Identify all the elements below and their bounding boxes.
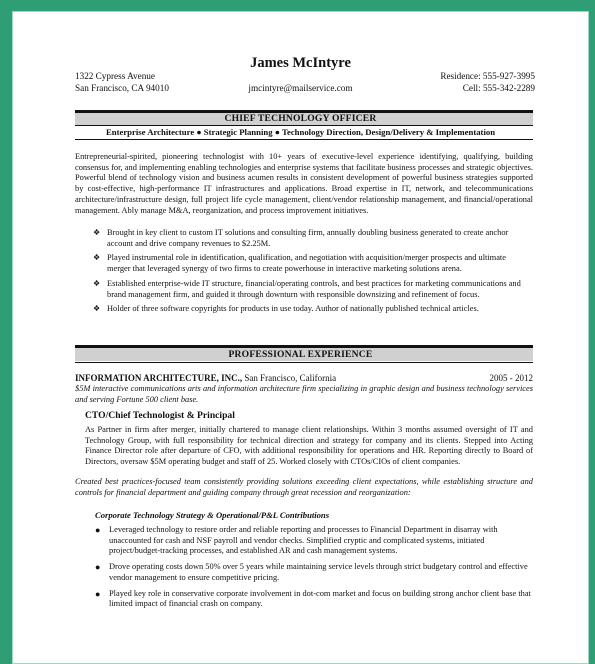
specialties-line: Enterprise Architecture ● Strategic Planning ● Technology Direction, Design/Delivery & Implementation: [105, 127, 496, 137]
summary-highlights: [93, 228, 531, 315]
contributions-subheading: Corporate Technology Strategy & Operational/P&L Contributions: [95, 510, 330, 520]
candidate-name: James McIntyre: [250, 55, 351, 71]
title-rule-bottom: [75, 125, 533, 126]
job-title: CHIEF TECHNOLOGY OFFICER: [224, 113, 377, 124]
phone-residence: Residence: 555-927-3995: [440, 71, 535, 81]
round-bullet-icon: ●: [95, 525, 101, 535]
diamond-bullet-icon: ❖: [93, 278, 101, 288]
highlight-item: ❖ Holder of three software copyrights for products in use today. Author of nationally published technical articles.: [93, 304, 479, 314]
contributions-list: [95, 525, 531, 610]
diamond-bullet-icon: ❖: [93, 228, 101, 237]
contribution-item: ● Played key role in conservative corporate involvement in dot-com market and focus on building strong anchor client base that limited impact of financial crash on company.: [95, 588, 531, 609]
role-title: CTO/Chief Technologist & Principal: [85, 410, 235, 421]
company-name: INFORMATION ARCHITECTURE, INC.,: [75, 373, 243, 383]
diamond-bullet-icon: ❖: [93, 304, 101, 314]
address-line-2: San Francisco, CA 94010: [75, 83, 169, 93]
experience-rule-bottom: [75, 362, 533, 363]
highlight-item: ❖ Played instrumental role in identification, qualification, and negotiation with acquisition/merger prospects and ultimate merger that leveraged synergy of two firms to create powerhouse in interactive marketing solutions arena.: [93, 253, 506, 274]
role-highlight: Created best practices-focused team consistently providing solutions exceeding client expectations, while establishing structure and controls for financial department and guiding company through great recession and reorganization:: [75, 477, 533, 497]
diamond-bullet-icon: ❖: [93, 253, 101, 263]
contribution-item: ● Drove operating costs down 50% over 5 years while maintaining service levels through strict budgetary control and effective vendor management to ensure competitive pricing.: [95, 562, 528, 582]
company-location: San Francisco, California: [242, 373, 337, 383]
round-bullet-icon: ●: [95, 562, 101, 573]
address-line-1: 1322 Cypress Avenue: [75, 71, 155, 81]
email-address[interactable]: jmcintyre@mailservice.com: [248, 83, 353, 93]
resume-page: [12, 11, 589, 664]
employment-years: 2005 - 2012: [489, 373, 533, 383]
highlight-item: ❖ Established enterprise-wide IT structure, financial/operating controls, and best practices for marketing communications and brand management firm, and guided it through downturn with responsible downsizing and refinement of focus.: [93, 278, 521, 299]
highlight-item: ❖ Brought in key client to custom IT solutions and consulting firm, annually doubling business generated to create anchor account and drive company revenues to $2.25M.: [93, 228, 509, 248]
company-line: [75, 373, 533, 383]
experience-heading: PROFESSIONAL EXPERIENCE: [228, 349, 373, 360]
contribution-item: ● Leveraged technology to restore order and reliable reporting and processes to Financial Department in disarray with unaccounted for cash and NSF payroll and vendor checks. Simplified cryptic and complicated systems, initiated project/budget-tracking processes, and established AR and cash management systems.: [95, 525, 498, 556]
subtitle-rule: [75, 139, 533, 140]
role-paragraph: As Partner in firm after merger, initially chartered to manage client relationships. Within 3 months assumed oversight of IT and Technology Group, with full responsibility for technical direction and strategy for company and its clients. Stepped into Acting Finance Director role after departure of CFO, with additional responsibility for operations and HR. Reporting directly to Board of Directors, oversaw $5M operating budget and staff of 25. Worked closely with CTOs/CIOs of client companies.: [85, 425, 533, 467]
summary-paragraph: Entrepreneurial-spirited, pioneering technologist with 10+ years of executive-level experience identifying, qualifying, building consensus for, and implementing enabling technologies and enterprise systems that facilitate business processes and strategic objectives. Powerful blend of technology vision and business acumen results in consistent development of powerful business strategies supported by cost-effective, high-performance IT infrastructures and applications. Broad expertise in IT, network, and telecommunications architecture/infrastructure design, full project life cycle management, client/vendor relationship management, and financial/operational management. Ably manage M&A, reorganization, and process improvement initiatives.: [75, 152, 533, 215]
phone-block: [440, 70, 535, 94]
phone-cell: Cell: 555-342-2289: [462, 83, 535, 93]
round-bullet-icon: ●: [95, 588, 101, 599]
company-description: $5M interactive communications arts and information architecture firm specializing in graphic design and business technology services and serving Fortune 500 client base.: [75, 384, 533, 404]
